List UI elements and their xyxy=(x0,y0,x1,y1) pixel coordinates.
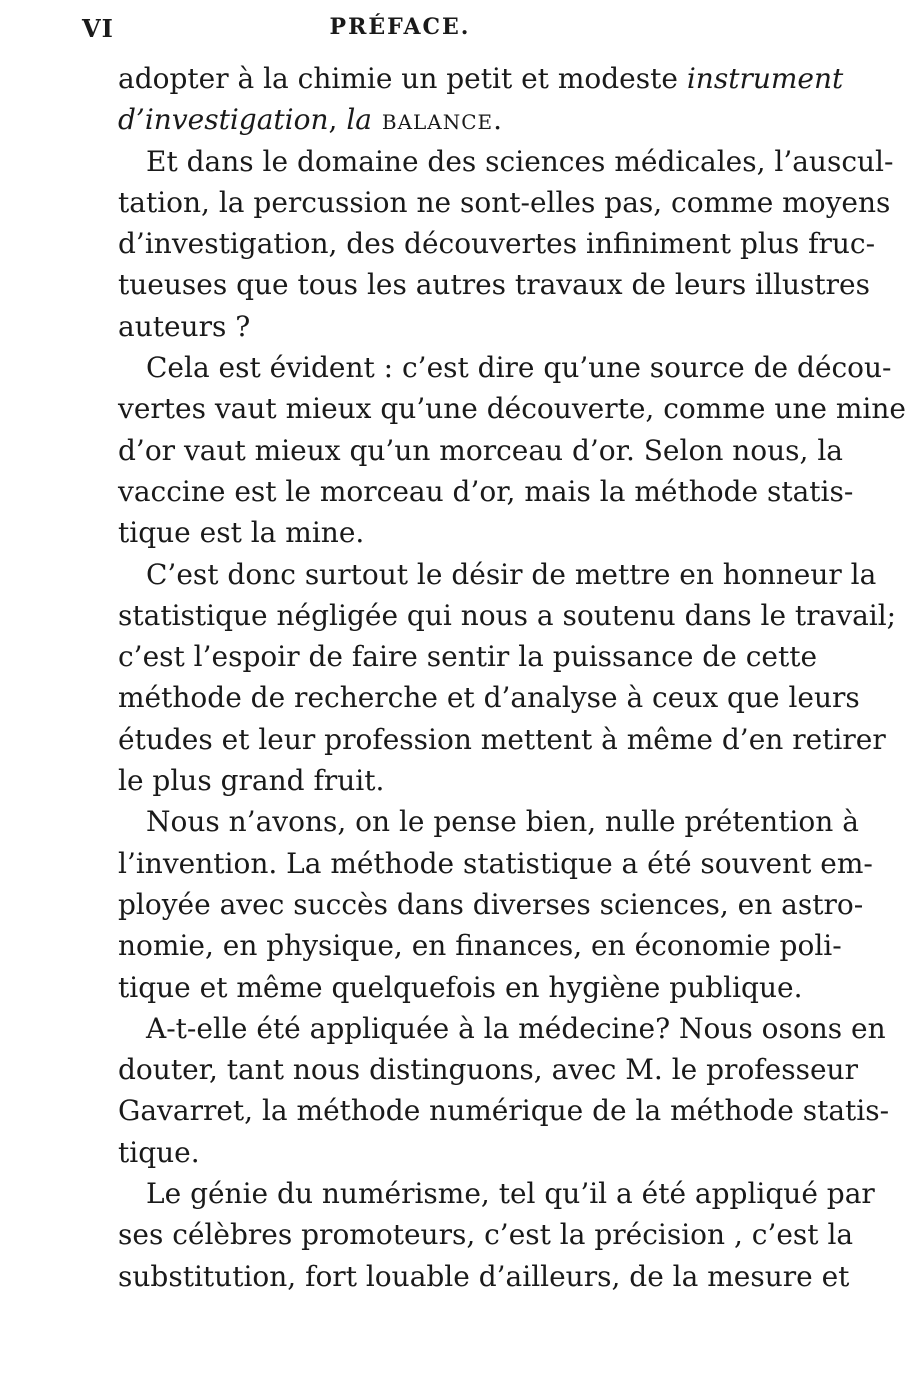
text-line: ployée avec succès dans diverses sciences, en astro- xyxy=(118,887,864,921)
text-line: Cela est évident : c’est dire qu’une source de décou- xyxy=(146,351,892,385)
text-line: Gavarret, la méthode numérique de la méthode statis- xyxy=(118,1094,890,1128)
text-line: l’invention. La méthode statistique a été souvent em- xyxy=(118,846,873,880)
text-line: douter, tant nous distinguons, avec M. le professeur xyxy=(118,1053,858,1087)
body-text xyxy=(118,58,906,1297)
text-line: tique et même quelquefois en hygiène publique. xyxy=(118,970,803,1004)
text-line: nomie, en physique, en finances, en économie poli- xyxy=(118,929,842,963)
page-header xyxy=(0,8,800,48)
text-line: vertes vaut mieux qu’une découverte, comme une mine xyxy=(118,392,906,426)
text-line: A-t-elle été appliquée à la médecine? Nous osons en xyxy=(146,1011,886,1045)
text-line: Le génie du numérisme, tel qu’il a été appliqué par xyxy=(146,1177,875,1211)
text-line: méthode de recherche et d’analyse à ceux que leurs xyxy=(118,681,860,715)
text-line: vaccine est le morceau d’or, mais la méthode statis- xyxy=(118,474,854,508)
text-line: d’investigation, la balance. xyxy=(118,103,504,137)
text-line: d’investigation, des découvertes infiniment plus fruc- xyxy=(118,227,876,261)
text-line: d’or vaut mieux qu’un morceau d’or. Selon nous, la xyxy=(118,433,843,467)
page-number: VI xyxy=(82,14,114,43)
text-line: tique est la mine. xyxy=(118,516,365,550)
text-line: ses célèbres promoteurs, c’est la précision , c’est la xyxy=(118,1218,854,1252)
text-line: le plus grand fruit. xyxy=(118,764,385,798)
text-line: Et dans le domaine des sciences médicales, l’auscul- xyxy=(146,144,894,178)
text-line: adopter à la chimie un petit et modeste instrument xyxy=(118,62,844,95)
text-line: c’est l’espoir de faire sentir la puissance de cette xyxy=(118,640,818,674)
text-line: tueuses que tous les autres travaux de leurs illustres xyxy=(118,268,870,302)
text-line: tique. xyxy=(118,1135,200,1169)
text-line: Nous n’avons, on le pense bien, nulle prétention à xyxy=(146,805,859,839)
text-line: études et leur profession mettent à même d’en retirer xyxy=(118,722,886,756)
text-line: substitution, fort louable d’ailleurs, de la mesure et xyxy=(118,1259,850,1293)
text-line: C’est donc surtout le désir de mettre en honneur la xyxy=(146,557,877,591)
running-title: PRÉFACE. xyxy=(329,14,471,40)
text-line: statistique négligée qui nous a soutenu dans le travail; xyxy=(118,598,897,632)
text-line: tation, la percussion ne sont-elles pas, comme moyens xyxy=(118,185,891,219)
text-line: auteurs ? xyxy=(118,309,251,343)
